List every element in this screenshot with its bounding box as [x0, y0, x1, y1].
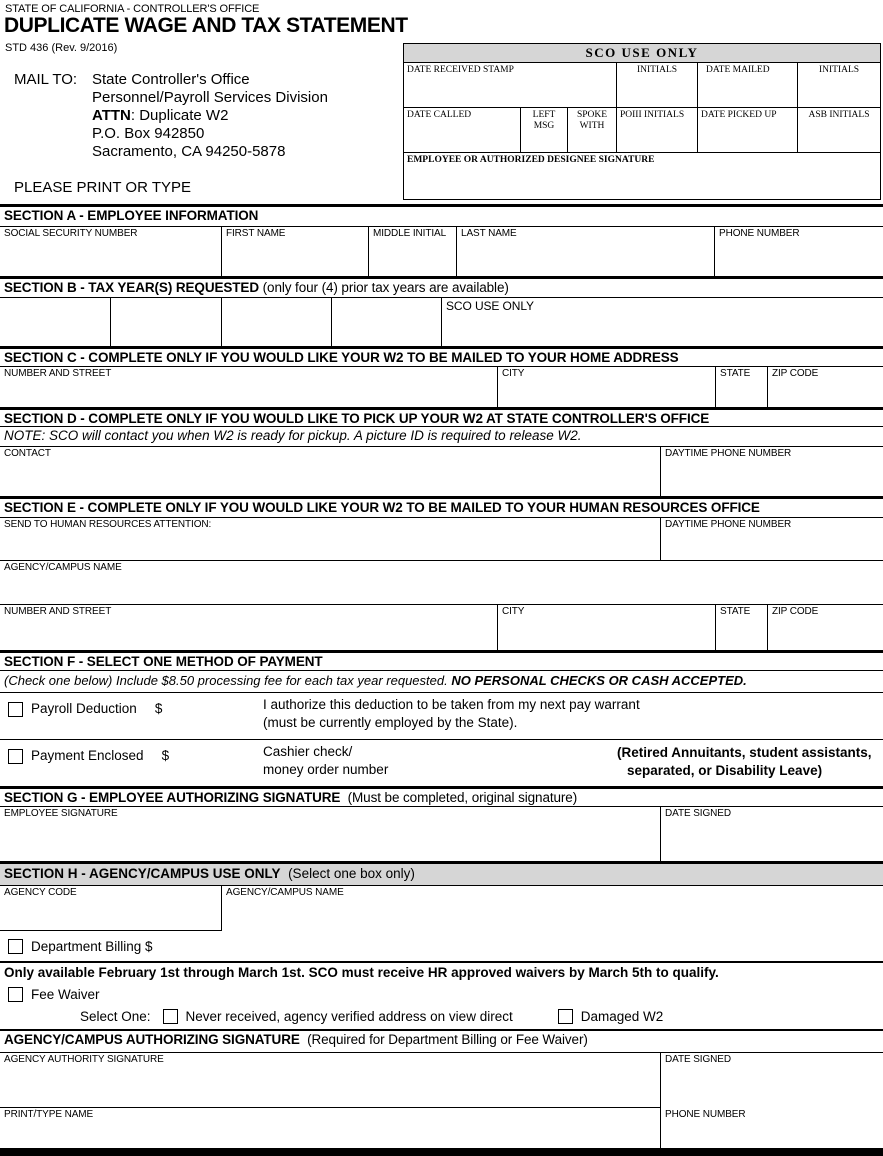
agency-signature-row-1 [0, 1053, 883, 1108]
agency-phone-number-label: PHONE NUMBER [665, 1109, 746, 1120]
tax-year-1-field[interactable] [0, 298, 111, 346]
date-called-label: DATE CALLED [407, 110, 472, 120]
department-billing-checkbox[interactable] [8, 939, 23, 954]
section-f-instruction: (Check one below) Include $8.50 processing fee for each tax year requested. NO PERSONAL CHECKS OR CASH ACCEPTED. [0, 671, 883, 693]
payroll-deduction-checkbox[interactable] [8, 702, 23, 717]
sco-box-title: SCO USE ONLY [404, 44, 880, 63]
print-or-type-note: PLEASE PRINT OR TYPE [14, 179, 192, 196]
mailed-initials-field[interactable] [798, 63, 880, 107]
agency-campus-name-field[interactable] [0, 561, 883, 604]
section-e-row-1 [0, 518, 883, 561]
middle-initial-field[interactable] [369, 227, 457, 276]
agency-campus-name-label: AGENCY/CAMPUS NAME [4, 562, 122, 573]
home-state-label: STATE [720, 368, 751, 379]
print-type-name-field[interactable] [0, 1108, 661, 1148]
hr-daytime-phone-label: DAYTIME PHONE NUMBER [665, 519, 792, 530]
cashier-check-label-1: Cashier check/ [263, 744, 353, 759]
section-f-header: SECTION F - SELECT ONE METHOD OF PAYMENT [0, 650, 883, 671]
employee-date-signed-label: DATE SIGNED [665, 808, 731, 819]
fee-waiver-block [0, 963, 883, 1031]
mail-line-2: Personnel/Payroll Services Division [92, 89, 328, 106]
sco-row-2 [404, 108, 880, 153]
payment-enclosed-checkbox[interactable] [8, 749, 23, 764]
section-g-row [0, 807, 883, 861]
agency-code-field[interactable] [0, 886, 222, 931]
payment-dollar-sign: $ [161, 748, 170, 763]
agency-phone-number-field[interactable] [661, 1108, 883, 1148]
section-b-sco-field[interactable] [442, 298, 883, 346]
mail-to-block [14, 71, 328, 161]
home-street-field[interactable] [0, 367, 498, 407]
hr-attention-field[interactable] [0, 518, 661, 560]
form-header [0, 0, 883, 204]
bottom-rule [0, 1148, 883, 1156]
section-b-header: SECTION B - TAX YEAR(S) REQUESTED (only four (4) prior tax years are available) [0, 276, 883, 298]
spoke-with-label: SPOKE WITH [576, 110, 608, 131]
section-b-row [0, 298, 883, 346]
tax-year-3-field[interactable] [222, 298, 332, 346]
mail-line-5: Sacramento, CA 94250-5878 [92, 143, 286, 160]
agency-date-signed-label: DATE SIGNED [665, 1054, 731, 1065]
agency-authority-signature-label: AGENCY AUTHORITY SIGNATURE [4, 1054, 164, 1065]
hr-street-label: NUMBER AND STREET [4, 606, 112, 617]
home-city-label: CITY [502, 368, 525, 379]
payment-enclosed-option [0, 740, 263, 786]
asb-initials-label: ASB INITIALS [808, 110, 870, 120]
spoke-with-field[interactable] [568, 108, 617, 152]
section-h-row [0, 886, 883, 931]
hr-zip-field[interactable] [768, 605, 883, 650]
first-name-field[interactable] [222, 227, 369, 276]
date-called-field[interactable] [404, 108, 521, 152]
last-name-label: LAST NAME [461, 228, 517, 239]
payroll-deduction-option [0, 693, 263, 739]
fee-waiver-row [0, 983, 883, 1005]
never-received-checkbox[interactable] [163, 1009, 178, 1024]
hr-state-field[interactable] [716, 605, 768, 650]
home-state-field[interactable] [716, 367, 768, 407]
left-msg-label: LEFT MSG [532, 110, 556, 131]
payment-enclosed-row [0, 740, 883, 786]
agency-code-label: AGENCY CODE [4, 887, 77, 898]
agency-authority-signature-field[interactable] [0, 1053, 661, 1108]
date-received-stamp-label: DATE RECEIVED STAMP [407, 65, 514, 75]
damaged-w2-label: Damaged W2 [580, 1008, 664, 1024]
section-d-header: SECTION D - COMPLETE ONLY IF YOU WOULD LIKE TO PICK UP YOUR W2 AT STATE CONTROLLER'S OFFICE [0, 407, 883, 427]
home-zip-field[interactable] [768, 367, 883, 407]
section-e-row-2 [0, 561, 883, 605]
cashier-check-label-2: money order number [263, 762, 389, 777]
hr-street-field[interactable] [0, 605, 498, 650]
poiii-initials-field[interactable] [617, 108, 698, 152]
payment-enclosed-label: Payment Enclosed [31, 748, 144, 763]
section-d-row [0, 447, 883, 496]
date-mailed-label: DATE MAILED [706, 65, 770, 75]
employee-signature-field[interactable] [0, 807, 661, 861]
mail-line-attn: ATTN: Duplicate W2 [92, 107, 229, 124]
last-name-field[interactable] [457, 227, 715, 276]
hr-daytime-phone-field[interactable] [661, 518, 883, 560]
department-billing-row [0, 931, 883, 963]
left-msg-field[interactable] [521, 108, 568, 152]
payroll-authorization-text: I authorize this deduction to be taken from my next pay warrant (must be currently employed by the State). [263, 697, 640, 730]
home-zip-label: ZIP CODE [772, 368, 819, 379]
section-g-header: SECTION G - EMPLOYEE AUTHORIZING SIGNATURE (Must be completed, original signature) [0, 786, 883, 807]
sco-row-1 [404, 63, 880, 108]
sco-use-only-box [403, 43, 881, 200]
fee-waiver-label: Fee Waiver [31, 986, 100, 1002]
select-one-row [0, 1005, 883, 1027]
agency-signature-header: AGENCY/CAMPUS AUTHORIZING SIGNATURE (Required for Department Billing or Fee Waiver) [0, 1031, 883, 1053]
first-name-label: FIRST NAME [226, 228, 286, 239]
date-picked-up-label: DATE PICKED UP [701, 110, 777, 120]
sco-row-3 [404, 153, 880, 199]
contact-daytime-phone-label: DAYTIME PHONE NUMBER [665, 448, 792, 459]
never-received-label: Never received, agency verified address on view direct [185, 1008, 513, 1024]
hr-zip-label: ZIP CODE [772, 606, 819, 617]
select-one-label: Select One: [80, 1008, 151, 1024]
section-a-row [0, 227, 883, 276]
poiii-initials-label: POIII INITIALS [620, 110, 685, 120]
date-mailed-field[interactable] [698, 63, 798, 107]
payment-enclosed-note: (Retired Annuitants, student assistants, separated, or Disability Leave) [617, 745, 872, 778]
asb-initials-field[interactable] [798, 108, 880, 152]
agency-date-signed-field[interactable] [661, 1053, 883, 1108]
tax-year-4-field[interactable] [332, 298, 442, 346]
fee-waiver-checkbox[interactable] [8, 987, 23, 1002]
ssn-field[interactable] [0, 227, 222, 276]
section-e-row-3 [0, 605, 883, 650]
section-b-sco-label: SCO USE ONLY [446, 299, 534, 313]
agency-signature-row-2 [0, 1108, 883, 1148]
section-a-header: SECTION A - EMPLOYEE INFORMATION [0, 204, 883, 227]
form-number: STD 436 (Rev. 9/2016) [5, 42, 118, 54]
mail-to-address [92, 71, 328, 161]
damaged-w2-checkbox[interactable] [558, 1009, 573, 1024]
agency-line: STATE OF CALIFORNIA - CONTROLLER'S OFFICE [5, 3, 260, 15]
home-street-label: NUMBER AND STREET [4, 368, 112, 379]
section-d-note: NOTE: SCO will contact you when W2 is ready for pickup. A picture ID is required to release W2. [0, 427, 883, 447]
contact-label: CONTACT [4, 448, 51, 459]
phone-number-label: PHONE NUMBER [719, 228, 800, 239]
tax-year-2-field[interactable] [111, 298, 222, 346]
designee-signature-label: EMPLOYEE OR AUTHORIZED DESIGNEE SIGNATURE [407, 155, 655, 165]
contact-field[interactable] [0, 447, 661, 496]
received-initials-field[interactable] [617, 63, 698, 107]
agency-campus-name-h-label: AGENCY/CAMPUS NAME [226, 887, 344, 898]
middle-initial-label: MIDDLE INITIAL [373, 228, 447, 239]
date-received-stamp-field[interactable] [404, 63, 617, 107]
mail-line-1: State Controller's Office [92, 71, 250, 88]
print-type-name-label: PRINT/TYPE NAME [4, 1109, 94, 1120]
contact-daytime-phone-field[interactable] [661, 447, 883, 496]
hr-state-label: STATE [720, 606, 751, 617]
ssn-label: SOCIAL SECURITY NUMBER [4, 228, 138, 239]
cashier-check-field[interactable] [263, 740, 617, 786]
fee-waiver-notice: Only available February 1st through March 1st. SCO must receive HR approved waivers by March 5th to qualify. [4, 965, 719, 980]
home-city-field[interactable] [498, 367, 716, 407]
received-initials-label: INITIALS [636, 65, 678, 75]
mailed-initials-label: INITIALS [818, 65, 860, 75]
agency-campus-name-h-field[interactable] [222, 886, 883, 931]
mail-to-label: MAIL TO: [14, 71, 78, 88]
hr-city-field[interactable] [498, 605, 716, 650]
section-c-header: SECTION C - COMPLETE ONLY IF YOU WOULD LIKE YOUR W2 TO BE MAILED TO YOUR HOME ADDRESS [0, 346, 883, 367]
employee-date-signed-field[interactable] [661, 807, 883, 861]
section-c-row [0, 367, 883, 407]
date-picked-up-field[interactable] [698, 108, 798, 152]
payroll-dollar-sign: $ [154, 701, 163, 716]
section-e-header: SECTION E - COMPLETE ONLY IF YOU WOULD LIKE YOUR W2 TO BE MAILED TO YOUR HUMAN RESOURCES OFFICE [0, 496, 883, 518]
payroll-deduction-row [0, 693, 883, 740]
department-billing-label: Department Billing $ [31, 938, 153, 954]
employee-signature-label: EMPLOYEE SIGNATURE [4, 808, 118, 819]
payroll-deduction-label: Payroll Deduction [31, 701, 137, 716]
form-title: DUPLICATE WAGE AND TAX STATEMENT [4, 14, 408, 37]
hr-city-label: CITY [502, 606, 525, 617]
section-h-header: SECTION H - AGENCY/CAMPUS USE ONLY (Select one box only) [0, 861, 883, 886]
phone-number-field[interactable] [715, 227, 883, 276]
designee-signature-field[interactable] [404, 153, 880, 199]
mail-line-4: P.O. Box 942850 [92, 125, 205, 142]
hr-attention-label: SEND TO HUMAN RESOURCES ATTENTION: [4, 519, 212, 530]
